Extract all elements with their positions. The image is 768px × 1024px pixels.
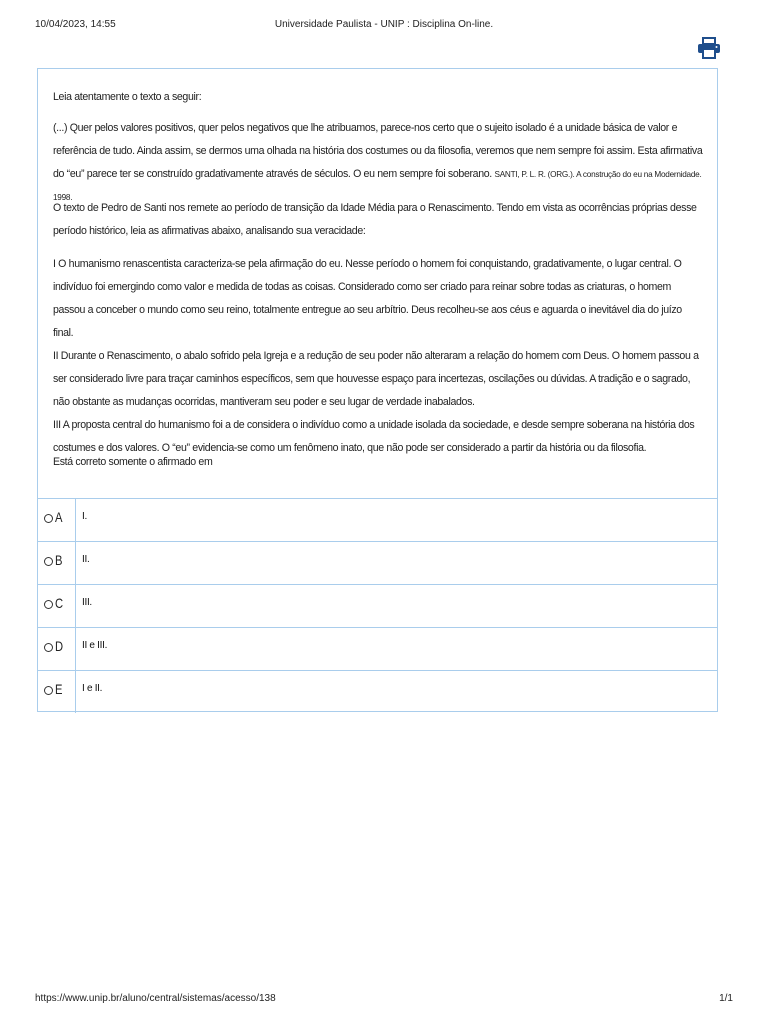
answer-option-e[interactable] [38, 670, 717, 713]
option-letter-cell [38, 628, 76, 670]
answer-options [38, 498, 717, 713]
option-letter: E [55, 681, 63, 697]
question-prompt: Está correto somente o afirmado em [53, 456, 213, 468]
print-header [0, 0, 768, 40]
option-text: I e II. [82, 683, 103, 694]
affirmative-3: III A proposta central do humanismo foi a de considera o indivíduo como a unidade isolada da sociedade, e desde sempre soberana na história dos costumes e dos valores. O “eu” evidencia-se como um fenômeno inato, que não pode ser considerado a partir da história ou da filosofia. [53, 419, 695, 454]
option-text: III. [82, 597, 92, 608]
option-letter-cell [38, 542, 76, 584]
affirmatives-list [53, 253, 703, 460]
option-letter-cell [38, 585, 76, 627]
question-card [37, 68, 718, 712]
question-intro: Leia atentamente o texto a seguir: [53, 91, 202, 103]
option-letter: D [55, 638, 64, 654]
option-text: I. [82, 511, 87, 522]
radio-button[interactable] [44, 600, 53, 609]
option-letter: B [55, 552, 63, 568]
printer-icon[interactable] [697, 37, 721, 59]
option-letter: C [55, 595, 64, 611]
radio-button[interactable] [44, 643, 53, 652]
radio-button[interactable] [44, 514, 53, 523]
affirmative-1: I O humanismo renascentista caracteriza-se pela afirmação do eu. Nesse período o homem foi conquistando, gradativamente, o lugar central. O indivíduo foi emergindo como valor e medida de todas as coisas. Considerado como ser criado para reinar sobre todas as criaturas, o homem passou a conceber o mundo como seu reino, totalmente entregue ao seu arbítrio. Deus recolheu-se aos céus e aguarda o inevitável dia do juízo final. [53, 258, 682, 339]
radio-button[interactable] [44, 557, 53, 566]
answer-option-d[interactable] [38, 627, 717, 670]
print-page-count: 1/1 [719, 993, 733, 1004]
option-letter-cell [38, 499, 76, 541]
answer-option-c[interactable] [38, 584, 717, 627]
quote-text: (...) Quer pelos valores positivos, quer pelos negativos que lhe atribuamos, parece-nos certo que o sujeito isolado é a unidade básica de valor e referência de tudo. Ainda assim, se dermos uma olhada na história dos costumes ou da filosofia, veremos que nem sempre foi assim. Esta afirmativa do “eu” parece ter se construído gradativamente através de séculos. O eu nem sempre foi soberano. [53, 122, 703, 180]
affirmative-2: II Durante o Renascimento, o abalo sofrido pela Igreja e a redução de seu poder não alteraram a relação do homem com Deus. O homem passou a ser considerado livre para traçar caminhos específicos, sem que houvesse espaço para incertezas, oscilações ou dúvidas. A tradição e o sagrado, não obstante as mudanças ocorridas, mantiveram seu poder e seu lugar de verdade inabalados. [53, 350, 699, 408]
print-datetime: 10/04/2023, 14:55 [35, 19, 116, 30]
question-statement [38, 69, 717, 499]
option-text: II e III. [82, 640, 108, 651]
print-page-title: Universidade Paulista - UNIP : Disciplina On-line. [274, 19, 494, 30]
option-letter-cell [38, 671, 76, 713]
radio-button[interactable] [44, 686, 53, 695]
quote-reference: SANTI, P. L. R. (ORG.). A construção do eu na Modernidade. 1998. [53, 170, 702, 202]
answer-option-b[interactable] [38, 541, 717, 584]
option-letter: A [55, 509, 63, 525]
print-footer [0, 993, 768, 1013]
question-context: O texto de Pedro de Santi nos remete ao período de transição da Idade Média para o Renascimento. Tendo em vista as ocorrências próprias desse período histórico, leia as afirmativas abaixo, analisando sua veracidade: [53, 202, 697, 237]
option-text: II. [82, 554, 90, 565]
question-quote [53, 117, 703, 209]
answer-option-a[interactable] [38, 498, 717, 541]
print-url: https://www.unip.br/aluno/central/sistemas/acesso/138 [35, 993, 276, 1004]
